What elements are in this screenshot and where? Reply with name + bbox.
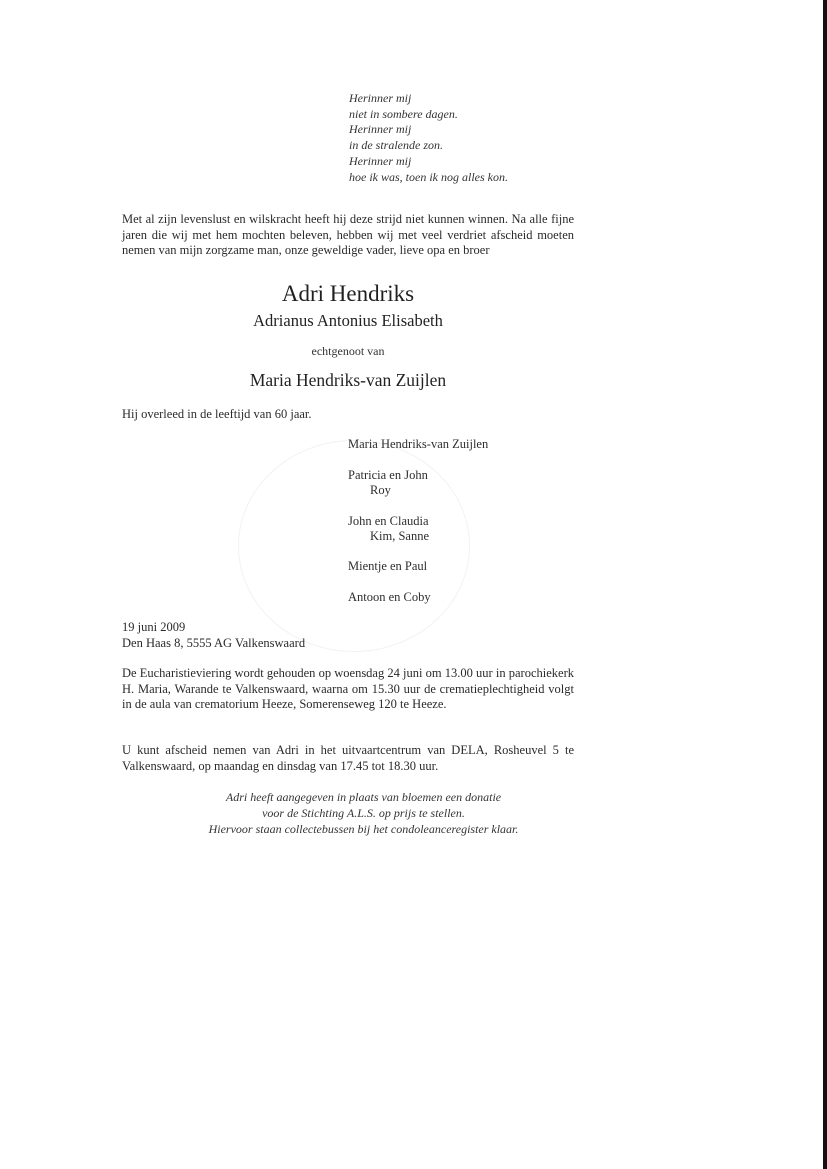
deceased-full-name: Adrianus Antonius Elisabeth: [253, 311, 443, 330]
closing-line: Hiervoor staan collectebussen bij het condoleanceregister klaar.: [208, 822, 519, 836]
poem-line: in de stralende zon.: [349, 138, 443, 153]
date: 19 juni 2009: [122, 620, 186, 634]
scan-edge-border: [823, 0, 827, 1169]
spouse-name: Maria Hendriks-van Zuijlen: [249, 370, 447, 390]
closing-line: Adri heeft aangegeven in plaats van bloemen een donatie: [225, 790, 502, 804]
poem: [349, 91, 508, 185]
closing-note: [122, 789, 605, 837]
age-line: Hij overleed in de leeftijd van 60 jaar.: [122, 407, 312, 421]
family-entry: Antoon en Coby: [348, 590, 431, 604]
family-children: Kim, Sanne: [370, 529, 430, 543]
service-paragraph: De Eucharistieviering wordt gehouden op woensdag 24 juni om 13.00 uur in parochiekerk H. Maria, Warande te Valkenswaard, waarna om 15.30 uur de crematieplechtigheid volgt in de aula van crematorium Heeze, Somerenseweg 120 te Heeze.: [122, 666, 574, 711]
poem-line: Herinner mij: [349, 153, 412, 168]
family-entry: Mientje en Paul: [348, 559, 428, 573]
family-children: Roy: [370, 483, 391, 497]
family-entry: John en Claudia: [348, 514, 429, 528]
spouse-label: echtgenoot van: [311, 344, 385, 358]
poem-line: hoe ik was, toen ik nog alles kon.: [349, 169, 508, 184]
family-entry: Patricia en John: [348, 468, 428, 482]
address: Den Haas 8, 5555 AG Valkenswaard: [122, 635, 306, 650]
poem-line: niet in sombere dagen.: [349, 106, 458, 121]
farewell-paragraph: U kunt afscheid nemen van Adri in het uitvaartcentrum van DELA, Rosheuvel 5 te Valkenswaard, op maandag en dinsdag van 17.45 tot 18.30 uur.: [122, 743, 574, 773]
deceased-name: Adri Hendriks: [281, 281, 415, 306]
poem-line: Herinner mij: [349, 122, 412, 137]
poem-line: Herinner mij: [349, 91, 412, 105]
family-entry: Maria Hendriks-van Zuijlen: [348, 437, 489, 451]
date-address-block: [122, 620, 305, 651]
closing-line: voor de Stichting A.L.S. op prijs te stellen.: [262, 806, 465, 820]
intro-paragraph: Met al zijn levenslust en wilskracht heeft hij deze strijd niet kunnen winnen. Na alle fijne jaren die wij met hem mochten beleven, hebben wij met veel verdriet afscheid moeten nemen van mijn zorgzame man, onze geweldige vader, lieve opa en broer: [122, 212, 574, 257]
